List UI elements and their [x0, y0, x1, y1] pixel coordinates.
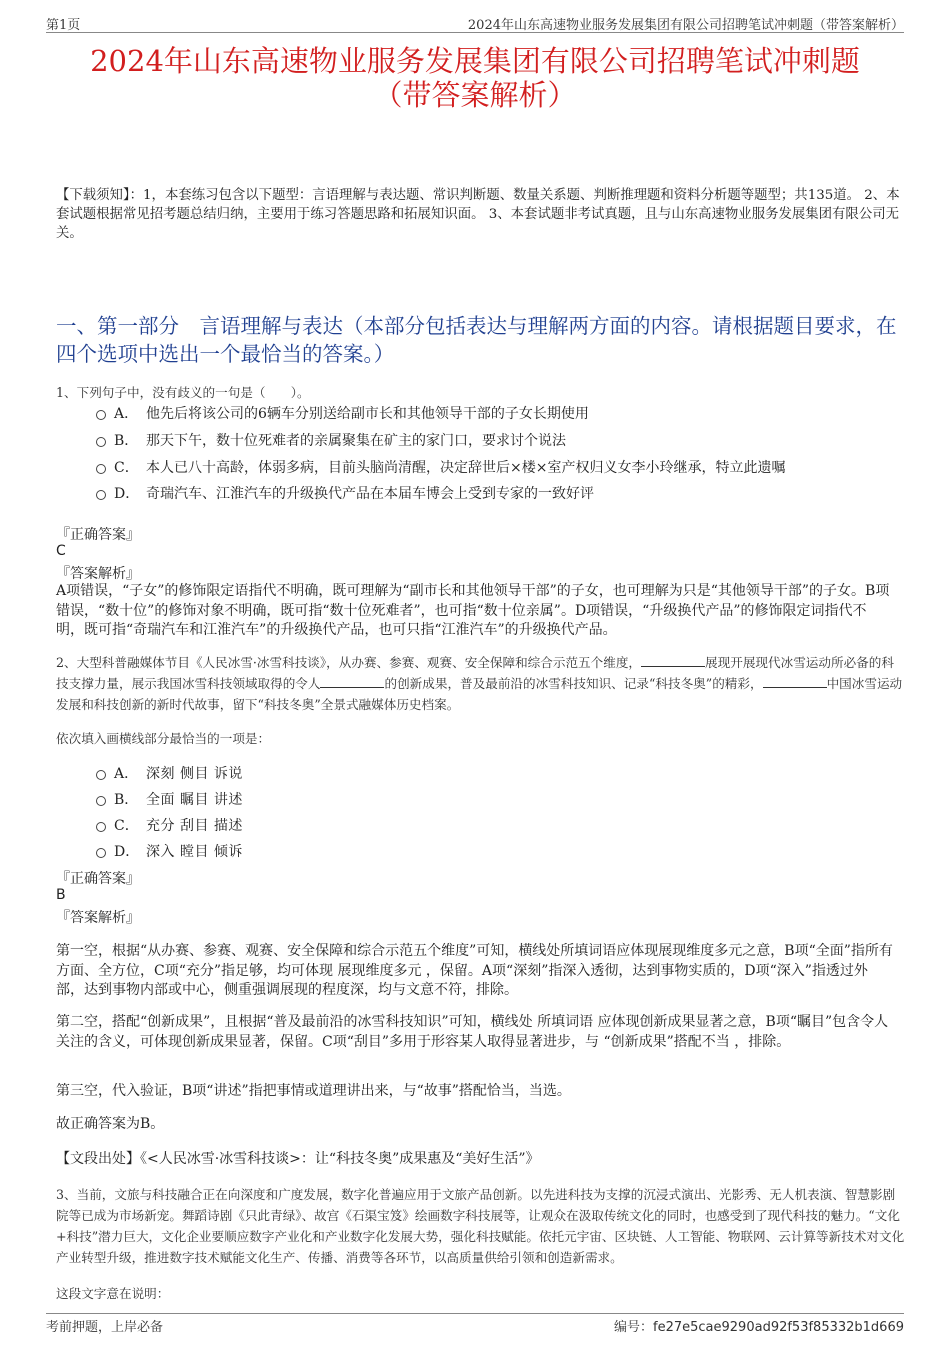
- q1-analysis-label: 『答案解析』: [56, 566, 140, 582]
- page-number: 第1页: [46, 18, 81, 33]
- footer-code: 编号：fe27e5cae9290ad92f53f85332b1d669: [614, 1320, 904, 1335]
- radio-icon[interactable]: [96, 410, 106, 420]
- page-footer: [46, 1313, 904, 1334]
- q1-correct-answer: C: [56, 543, 66, 559]
- q2-source: 【文段出处】《<人民冰雪·冰雪科技谈>：让“科技冬奥”成果惠及“美好生活”》: [56, 1151, 540, 1167]
- fill-blank-2: [320, 674, 384, 688]
- document-title: [40, 44, 910, 112]
- title-line-1: 2024年山东高速物业服务发展集团有限公司招聘笔试冲刺题: [90, 44, 860, 78]
- question-3-stem: 3、当前，文旅与科技融合正在向深度和广度发展，数字化普遍应用于文旅产品创新。以先进科技为支撑的沉浸式演出、光影秀、无人机表演、智慧影剧院等已成为市场新宠。舞蹈诗剧《只此青绿》、故宫《石渠宝笈》绘画数字科技展等，让观众在汲取传统文化的同时，也感受到了现代科技的魅力。“文化+科技”潜力巨大，文化企业要顺应数字产业化和产业数字化发展大势，强化科技赋能。依托元宇宙、区块链、人工智能、物联网、云计算等新技术对文化产业转型升级，推进数字技术赋能文化生产、传播、消费等各环节，以高质量供给引领和创造新需求。: [56, 1187, 905, 1265]
- fill-blank-3: [763, 674, 827, 688]
- q1-correct-answer-label: 『正确答案』: [56, 527, 140, 543]
- q2-analysis-label: 『答案解析』: [56, 910, 140, 926]
- radio-icon[interactable]: [96, 796, 106, 806]
- fill-blank-1: [641, 653, 705, 667]
- radio-icon[interactable]: [96, 770, 106, 780]
- footer-slogan: 考前押题，上岸必备: [46, 1320, 164, 1335]
- question-1-stem: 1、下列句子中，没有歧义的一句是（ ）。: [56, 385, 310, 400]
- title-line-2: （带答案解析）: [373, 78, 577, 112]
- page-header: [46, 12, 904, 33]
- q2-correct-answer-label: 『正确答案』: [56, 871, 140, 887]
- q2-conclusion: 故正确答案为B。: [56, 1116, 165, 1132]
- radio-icon[interactable]: [96, 437, 106, 447]
- q2-analysis-paragraph-1: 第一空，根据“从办赛、参赛、观赛、安全保障和综合示范五个维度”可知，横线处所填词语应体现展现维度多元之意，B项“全面”指所有方面、全方位，C项“充分”指足够，均可体现 展现维度多元 ，保留。A项“深刻”指深入透彻，达到事物实质的，D项“深入”指透过外部，达到事物内部或中心，侧重强调展现的程度深，均与文意不符，排除。: [56, 943, 893, 998]
- download-notice: 【下载须知】：1，本套练习包含以下题型：言语理解与表达题、常识判断题、数量关系题、判断推理题和资料分析题等题型；共135道。 2、本套试题根据常见招考题总结归纳，主要用于练习答题思路和拓展知识面。 3、本套试题非考试真题，且与山东高速物业服务发展集团有限公司无关。: [56, 188, 900, 241]
- radio-icon[interactable]: [96, 464, 106, 474]
- section-heading: 一、第一部分 言语理解与表达（本部分包括表达与理解两方面的内容。请根据题目要求，在四个选项中选出一个最恰当的答案。）: [56, 314, 897, 366]
- question-2-prompt: 依次填入画横线部分最恰当的一项是：: [56, 731, 271, 746]
- q1-analysis: A项错误，“子女”的修饰限定语指代不明确，既可理解为“副市长和其他领导干部”的子女，也可理解为只是“其他领导干部”的子女。B项错误，“数十位”的修饰对象不明确，既可指“数十位死难者”，也可指“数十位亲属”。D项错误，“升级换代产品”的修饰限定词指代不明，既可指“奇瑞汽车和江淮汽车”的升级换代产品，也可只指“江淮汽车”的升级换代产品。: [56, 583, 890, 638]
- radio-icon[interactable]: [96, 490, 106, 500]
- q2-analysis-paragraph-2: 第二空，搭配“创新成果”，且根据“普及最前沿的冰雪科技知识”可知，横线处 所填词语 应体现创新成果显著之意，B项“瞩目”包含令人关注的含义，可体现创新成果显著，保留。C项“刮目”多用于形容某人取得显著进步，与 “创新成果”搭配不当 ，排除。: [56, 1014, 889, 1050]
- question-3-prompt: 这段文字意在说明：: [56, 1286, 170, 1301]
- q2-correct-answer: B: [56, 887, 66, 903]
- radio-icon[interactable]: [96, 822, 106, 832]
- q2-analysis-paragraph-3: 第三空，代入验证，B项“讲述”指把事情或道理讲出来，与“故事”搭配恰当，当选。: [56, 1083, 571, 1099]
- header-doc-title: 2024年山东高速物业服务发展集团有限公司招聘笔试冲刺题（带答案解析）: [467, 18, 904, 33]
- radio-icon[interactable]: [96, 848, 106, 858]
- question-2-stem: 2、大型科普融媒体节目《人民冰雪·冰雪科技谈》，从办赛、参赛、观赛、安全保障和综合示范五个维度， 展现开展现代冰雪运动所必备的科技支撑力量，展示我国冰雪科技领域取得的令人 的创新成果，普及最前沿的冰雪科技知识、记录“科技冬奥”的精彩， 中国冰雪运动发展和科技创新的新时代故事，留下“科技冬奥”全景式融媒体历史档案。: [56, 655, 903, 712]
